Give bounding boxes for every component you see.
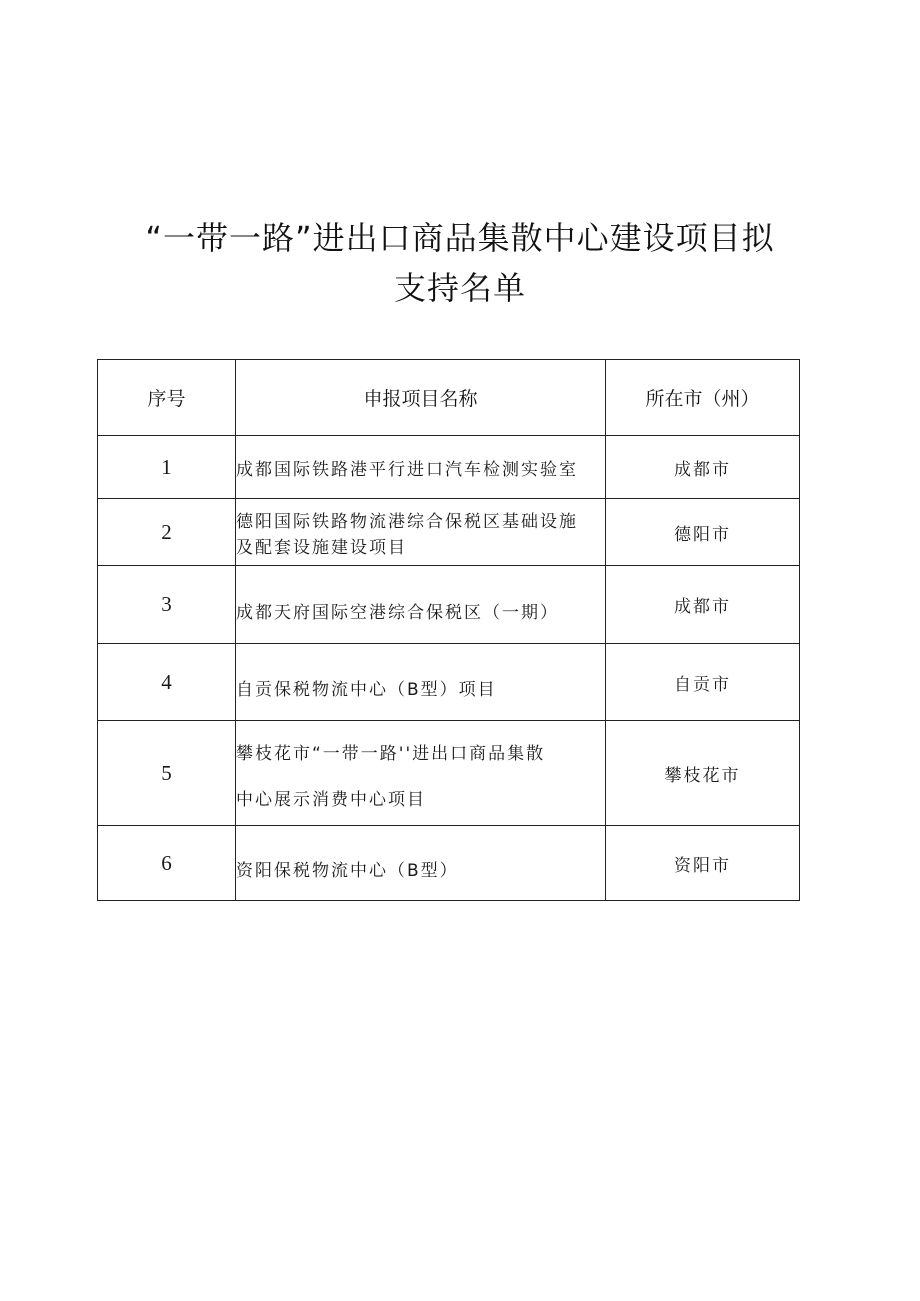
row-index: 3 — [98, 566, 236, 644]
document-title-line-2: 支持名单 — [393, 269, 526, 307]
project-name-line: 资阳保税物流中心（B型） — [236, 861, 459, 881]
row-project-name — [236, 826, 606, 901]
table-row — [98, 436, 800, 499]
row-index: 2 — [98, 499, 236, 566]
project-name-line: 成都天府国际空港综合保税区（一期） — [236, 603, 559, 623]
project-list-table — [97, 359, 800, 901]
row-index: 6 — [98, 826, 236, 901]
row-project-name — [236, 566, 606, 644]
row-project-name — [236, 721, 606, 826]
row-city: 资阳市 — [606, 826, 800, 901]
project-name-line: 德阳国际铁路物流港综合保税区基础设施 — [236, 512, 578, 532]
table-row — [98, 499, 800, 566]
project-name-line: 及配套设施建设项目 — [236, 538, 407, 558]
row-project-name — [236, 644, 606, 721]
row-city: 德阳市 — [606, 499, 800, 566]
row-city: 自贡市 — [606, 644, 800, 721]
row-city: 成都市 — [606, 436, 800, 499]
row-city: 攀枝花市 — [606, 721, 800, 826]
table-row — [98, 566, 800, 644]
row-project-name — [236, 499, 606, 566]
row-index: 4 — [98, 644, 236, 721]
header-city: 所在市（州） — [606, 360, 800, 436]
row-project-name — [236, 436, 606, 499]
document-title-line-1: “一带一路”进出口商品集散中心建设项目拟 — [145, 219, 775, 257]
project-name-line: 中心展示消费中心项目 — [236, 790, 426, 810]
row-index: 1 — [98, 436, 236, 499]
table-header-row — [98, 360, 800, 436]
header-project-name: 申报项目名称 — [236, 360, 606, 436]
header-index: 序号 — [98, 360, 236, 436]
project-name-line: 成都国际铁路港平行进口汽车检测实验室 — [236, 460, 578, 480]
project-name-line: 攀枝花市“一带一路''进出口商品集散 — [236, 744, 546, 764]
table-row — [98, 644, 800, 721]
project-name-line: 自贡保税物流中心（B型）项目 — [236, 680, 497, 700]
row-city: 成都市 — [606, 566, 800, 644]
table-row — [98, 721, 800, 826]
row-index: 5 — [98, 721, 236, 826]
table-row — [98, 826, 800, 901]
